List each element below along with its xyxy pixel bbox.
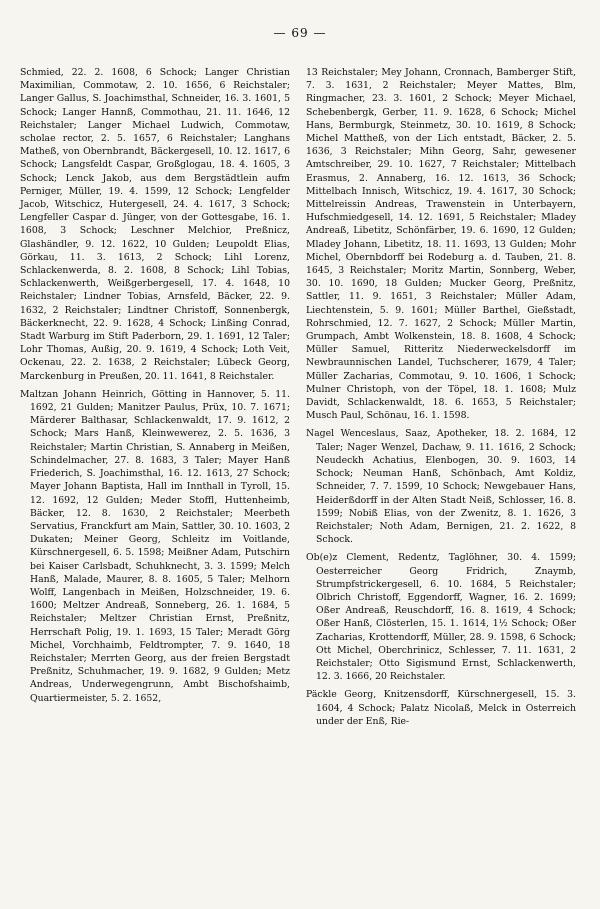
left-column — [20, 66, 290, 710]
entry-paragraph-l-surnames: Schmied, 22. 2. 1608, 6 Schock; Langer Christian Maximilian, Commotaw, 2. 10. 1656, 6 Reichstaler; Langer Gallus, S. Joachimsthal, Schneider, 16. 3. 1601, 5 Schock; Langer Hannß, Commothau, 21. 11. 1646, 12 Reichstaler; Langer Michael Ludwich, Commotaw, scholae rector, 2. 5. 1657, 6 Reichstaler; Langhans Matheß, von Obernbrandt, Bäckergesell, 10. 12. 1617, 6 Schock; Langsfeldt Caspar, Großglogau, 18. 4. 1605, 3 Schock; Lenck Jakob, aus dem Bergstädtlein aufm Perniger, Müller, 19. 4. 1599, 12 Schock; Lengfelder Jacob, Witschicz, Hutergesell, 24. 4. 1617, 3 Schock; Lengfeller Caspar d. Jünger, von der Gottesgabe, 16. 1. 1608, 3 Schock; Leschner Melchior, Preßnicz, Glashändler, 9. 12. 1622, 10 Gulden; Leupoldt Elias, Görkau, 11. 3. 1613, 2 Schock; Lihl Lorenz, Schlackenwerda, 8. 2. 1608, 8 Schock; Lihl Tobias, Schlackenwerth, Weißgerbergesell, 17. 4. 1648, 10 Reichstaler; Lindner Tobias, Arnsfeld, Bäcker, 22. 9. 1632, 2 Reichstaler; Lindtner Christoff, Sonnenbergk, Bäckerknecht, 22. 9. 1628, 4 Schock; Linßing Conrad, Stadt Warburg im Stift Paderborn, 29. 1. 1691, 12 Taler; Lohr Thomas, Außig, 20. 9. 1619, 4 Schock; Loth Veit, Ockenau, 22. 2. 1638, 2 Reichstaler; Lübeck Georg, Marckenburg in Preußen, 20. 11. 1641, 8 Reichstaler. — [20, 67, 290, 382]
page-number: — 69 — — [273, 26, 327, 40]
entry-paragraph-p-surnames: Päckle Georg, Knitzensdorff, Kürschnergesell, 15. 3. 1604, 4 Schock; Palatz Nicolaß, Melck in Osterreich under der Enß, Rie- — [306, 689, 576, 727]
right-column — [306, 66, 576, 733]
entry-paragraph-o-surnames: Ob(e)z Clement, Redentz, Taglöhner, 30. 4. 1599; Oesterreicher Georg Fridrich, Znaymb, Strumpfstrickergesell, 6. 10. 1684, 5 Reichstaler; Olbrich Christoff, Eggendorff, Wagner, 16. 2. 1699; Oßer Andreaß, Reuschdorff, 16. 8. 1619, 4 Schock; Oßer Hanß, Clösterlen, 15. 1. 1614, 1½ Schock; Oßer Zacharias, Krottendorff, Müller, 28. 9. 1598, 6 Schock; Ott Michel, Oberchrinicz, Schlesser, 7. 11. 1631, 2 Reichstaler; Otto Sigismund Ernst, Schlackenwerth, 12. 3. 1666, 20 Reichstaler. — [306, 552, 576, 683]
entry-paragraph-n-surnames: Nagel Wenceslaus, Saaz, Apotheker, 18. 2. 1684, 12 Taler; Nager Wenzel, Dachaw, 9. 11. 1616, 2 Schock; Neudeckh Achatius, Elenbogen, 30. 9. 1603, 14 Schock; Neuman Hanß, Schönbach, Amt Koldiz, Schneider, 7. 7. 1599, 10 Schock; Newgebauer Hans, Heiderßdorff in der Alten Stadt Neiß, Schlosser, 16. 8. 1599; Nobiß Elias, von der Zwenitz, 8. 1. 1626, 3 Reichstaler; Noth Adam, Bernigen, 21. 2. 1622, 8 Schock. — [306, 428, 576, 546]
entry-paragraph-m-continued: 13 Reichstaler; Mey Johann, Cronnach, Bamberger Stift, 7. 3. 1631, 2 Reichstaler; Meyer Mattes, Blm, Ringmacher, 23. 3. 1601, 2 Schock; Meyer Michael, Schebenbergk, Gerber, 11. 9. 1628, 6 Schock; Michel Hans, Bermburgk, Steinmetz, 30. 10. 1619, 8 Schock; Michel Mattheß, von der Lich entstadt, Bäcker, 2. 5. 1636, 3 Reichstaler; Mihn Georg, Sahr, gewesener Amtschreiber, 29. 10. 1627, 7 Reichstaler; Mittelbach Erasmus, 2. Annaberg, 16. 12. 1613, 36 Schock; Mittelbach Innisch, Witschicz, 19. 4. 1617, 30 Schock; Mittelreissin Andreas, Trawenstein in Unterbayern, Hufschmiedgesell, 14. 12. 1691, 5 Reichstaler; Mladey Andreaß, Libetitz, Schönfärber, 19. 6. 1690, 12 Gulden; Mladey Johann, Libetitz, 18. 11. 1693, 13 Gulden; Mohr Michel, Obernbdorff bei Rodeburg a. d. Tauben, 21. 8. 1645, 3 Reichstaler; Moritz Martin, Sonnberg, Weber, 30. 10. 1690, 18 Gulden; Mucker Georg, Preßnitz, Sattler, 11. 9. 1651, 3 Reichstaler; Müller Adam, Liechtenstein, 5. 9. 1601; Müller Barthel, Gießstadt, Rohrschmied, 12. 7. 1627, 2 Schock; Müller Martin, Grumpach, Ambt Wolkenstein, 18. 8. 1608, 4 Schock; Müller Samuel, Ritteritz Niederweckelsdorff im Newbraunnischen Landel, Tuchscherer, 1679, 4 Taler; Müller Zacharias, Commotau, 9. 10. 1606, 1 Schock; Mulner Christoph, von der Töpel, 18. 1. 1608; Mulz Davidt, Schlackenwaldt, 18. 6. 1653, 5 Reichstaler; Musch Paul, Schönau, 16. 1. 1598. — [306, 67, 576, 422]
entry-paragraph-m-surnames: Maltzan Johann Heinrich, Götting in Hannover, 5. 11. 1692, 21 Gulden; Manitzer Paulus, Prüx, 10. 7. 1671; Märderer Balthasar, Schlackenwaldt, 17. 9. 1612, 2 Schock; Mars Hanß, Kleinwewerez, 2. 5. 1636, 3 Reichstaler; Martin Christian, S. Annaberg in Meißen, Schindelmacher, 27. 8. 1683, 3 Taler; Mayer Hanß Friederich, S. Joachimsthal, 16. 12. 1613, 27 Schock; Mayer Johann Baptista, Hall im Innthall in Tyroll, 15. 12. 1692, 12 Gulden; Meder Stoffl, Huttenheimb, Bäcker, 12. 8. 1630, 2 Reichstaler; Meerbeth Servatius, Franckfurt am Main, Sattler, 30. 10. 1603, 2 Dukaten; Meiner Georg, Schleitz im Voitlande, Kürschnergesell, 6. 5. 1598; Meißner Adam, Putschirn bei Kaiser Carlsbadt, Schuhknecht, 3. 3. 1599; Melch Hanß, Malade, Maurer, 8. 8. 1605, 5 Taler; Melhorn Wolff, Langenbach in Meißen, Holzschneider, 19. 6. 1600; Meltzer Andreaß, Sonneberg, 26. 1. 1684, 5 Reichstaler; Meltzer Christian Ernst, Preßnitz, Herrschaft Polig, 19. 1. 1693, 15 Taler; Meradt Görg Michel, Vorchhaimb, Feldtrompter, 7. 9. 1640, 18 Reichstaler; Merrten Georg, aus der freien Bergstadt Preßnitz, Schuhmacher, 19. 9. 1682, 9 Gulden; Metz Andreas, Underwegengrunn, Ambt Bischofshaimb, Quartiermeister, 5. 2. 1652, — [20, 388, 290, 704]
